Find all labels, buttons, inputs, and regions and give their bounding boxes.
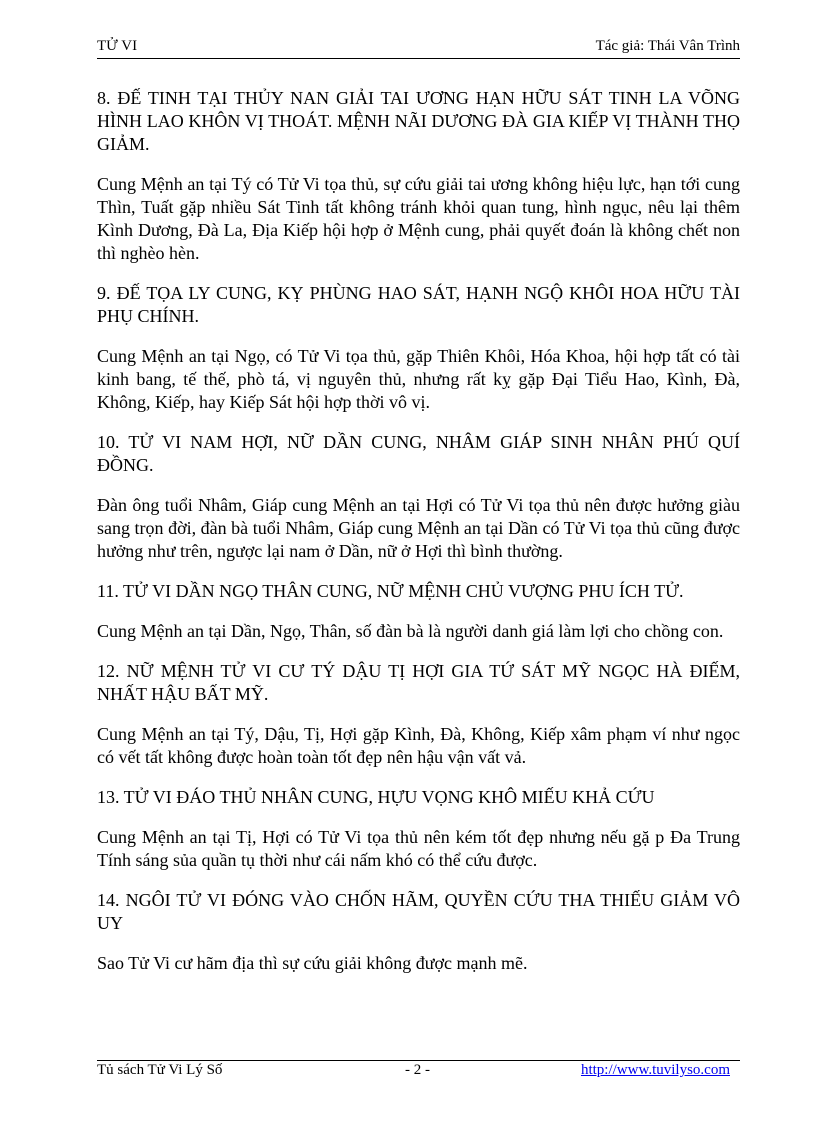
section-heading: 9. ĐẾ TỌA LY CUNG, KỴ PHÙNG HAO SÁT, HẠNH NGỘ KHÔI HOA HỮU TÀI PHỤ CHÍNH. [97,283,740,326]
section-13 [97,786,740,872]
section-heading: 14. NGÔI TỬ VI ĐÓNG VÀO CHỐN HÃM, QUYỀN CỨU THA THIẾU GIẢM VÔ UY [97,890,740,933]
section-paragraph: Sao Tử Vi cư hãm địa thì sự cứu giải không được mạnh mẽ. [97,953,528,973]
page-footer [97,1060,740,1083]
section-heading: 10. TỬ VI NAM HỢI, NỮ DẦN CUNG, NHÂM GIÁP SINH NHÂN PHÚ QUÍ ĐỒNG. [97,432,740,475]
footer-series: Tủ sách Tử Vi Lý Số [97,1062,223,1078]
page-header [97,38,740,59]
section-12 [97,660,740,769]
website-link[interactable]: http://www.tuvilyso.com [580,1062,730,1078]
section-paragraph: Cung Mệnh an tại Ngọ, có Tử Vi tọa thủ, gặp Thiên Khôi, Hóa Khoa, hội hợp tất có tài kinh bang, tế thế, phò tá, vị nguyên thủ, nhưng rất kỵ gặp Đại Tiểu Hao, Kình, Đà, Không, Kiếp, hay Kiếp Sát hội hợp thời vô vị. [97,346,740,412]
section-heading: 8. ĐẾ TINH TẠI THỦY NAN GIẢI TAI ƯƠNG HẠN HỮU SÁT TINH LA VÕNG HÌNH LAO KHÔN VỊ THOÁT. MỆNH NÃI DƯƠNG ĐÀ GIA KIẾP VỊ THÀNH THỌ GIẢM. [97,88,740,154]
section-paragraph: Cung Mệnh an tại Tý có Tử Vi tọa thủ, sự cứu giải tai ương không hiệu lực, hạn tới cung Thìn, Tuất gặp nhiều Sát Tinh tất không tránh khỏi quan tung, hình ngục, nêu lại thêm Kình Dương, Đà La, Địa Kiếp hội hợp ở Mệnh cung, phải quyết đoán là không chết non thì nghèo hèn. [97,174,740,263]
section-14 [97,889,740,975]
section-11 [97,580,740,643]
section-heading: 13. TỬ VI ĐÁO THỦ NHÂN CUNG, HỰU VỌNG KHÔ MIẾU KHẢ CỨU [97,787,655,807]
section-heading: 12. NỮ MỆNH TỬ VI CƯ TÝ DẬU TỊ HỢI GIA TỨ SÁT MỸ NGỌC HÀ ĐIẾM, NHẤT HẬU BẤT MỸ. [97,661,740,704]
section-8 [97,87,740,265]
header-title: TỬ VI [97,38,138,54]
section-paragraph: Cung Mệnh an tại Tý, Dậu, Tị, Hợi gặp Kình, Đà, Không, Kiếp xâm phạm ví như ngọc có vết tất không được hoàn toàn tốt đẹp nên hậu vận vất vả. [97,724,740,767]
section-paragraph: Cung Mệnh an tại Dần, Ngọ, Thân, số đàn bà là người danh giá làm lợi cho chồng con. [97,621,724,641]
document-body [97,87,740,992]
section-9 [97,282,740,414]
page-number: - 2 - [405,1062,430,1078]
section-paragraph: Cung Mệnh an tại Tị, Hợi có Tử Vi tọa thủ nên kém tốt đẹp nhưng nếu gặ p Đa Trung Tính sáng sủa quần tụ thời như cái nấm khó có thể cứu được. [97,827,740,870]
header-author: Tác giả: Thái Vân Trình [595,38,740,54]
section-paragraph: Đàn ông tuổi Nhâm, Giáp cung Mệnh an tại Hợi có Tử Vi tọa thủ nên được hưởng giàu sang trọn đời, đàn bà tuổi Nhâm, Giáp cung Mệnh an tại Dần có Tử Vi tọa thủ cũng được hưởng như trên, ngược lại nam ở Dần, nữ ở Hợi thì bình thường. [97,495,740,561]
section-heading: 11. TỬ VI DẦN NGỌ THÂN CUNG, NỮ MỆNH CHỦ VƯỢNG PHU ÍCH TỬ. [97,581,684,601]
section-10 [97,431,740,563]
